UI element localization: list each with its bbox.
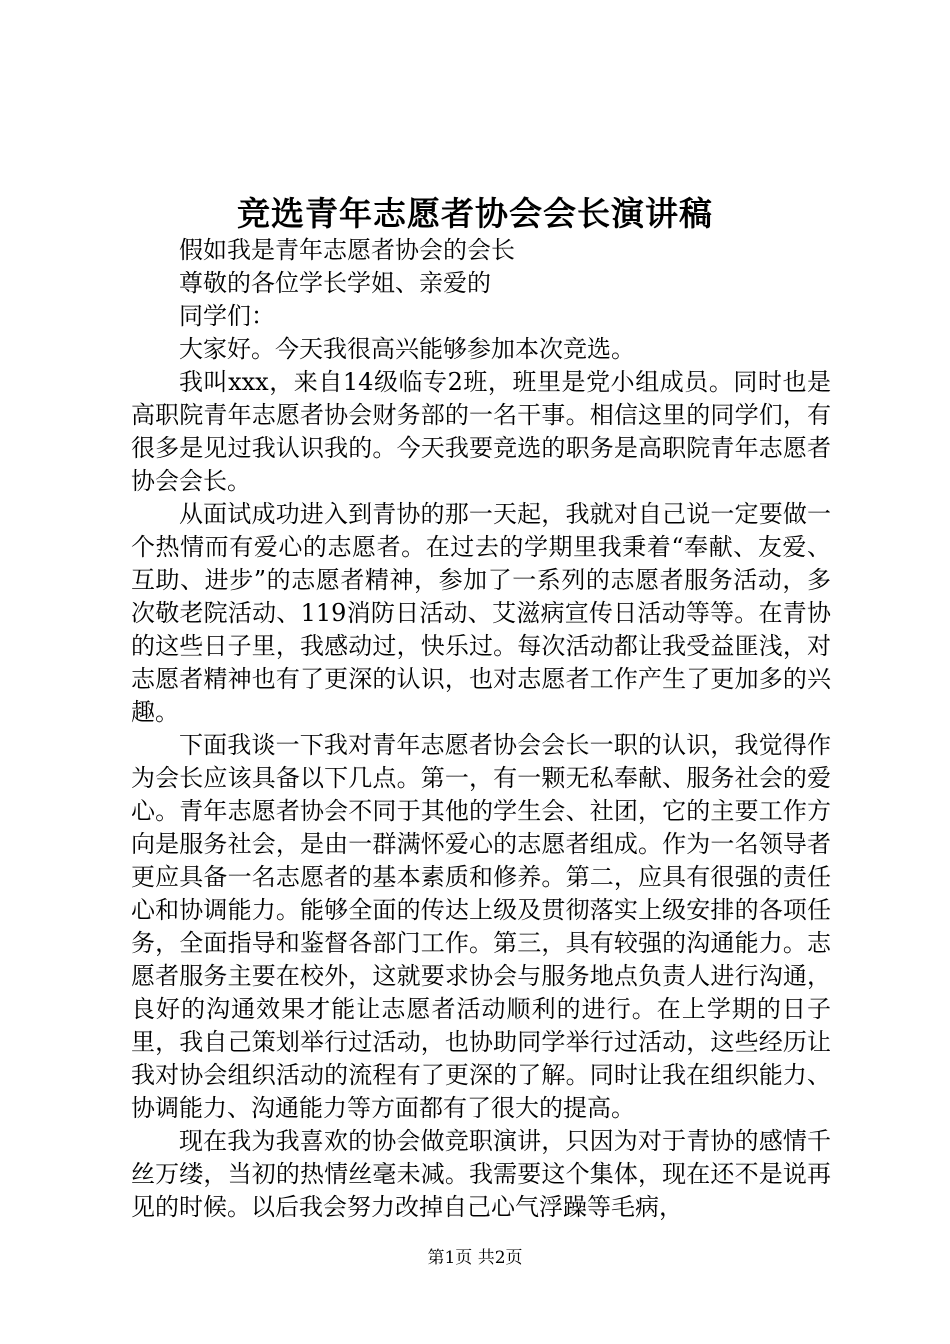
paragraph: 从面试成功进入到青协的那一天起，我就对自己说一定要做一个热情而有爱心的志愿者。在过去的学期里我秉着“奉献、友爱、互助、进步”的志愿者精神，参加了一系列的志愿者服务活动，多次敬老院活动、119消防日活动、艾滋病宣传日活动等等。在青协的这些日子里，我感动过，快乐过。每次活动都让我受益匪浅，对志愿者精神也有了更深的认识，也对志愿者工作产生了更加多的兴趣。 xyxy=(131,500,831,726)
page-number-footer: 第1页 共2页 xyxy=(427,1248,523,1268)
document-body xyxy=(131,234,831,1224)
paragraph: 我叫xxx，来自14级临专2班，班里是党小组成员。同时也是高职院青年志愿者协会财务部的一名干事。相信这里的同学们，有很多是见过我认识我的。今天我要竞选的职务是高职院青年志愿者协会会长。 xyxy=(131,368,831,495)
document-title: 竞选青年志愿者协会会长演讲稿 xyxy=(237,194,713,233)
paragraph: 同学们： xyxy=(179,302,275,330)
paragraph: 现在我为我喜欢的协会做竞职演讲，只因为对于青协的感情千丝万缕，当初的热情丝毫未减。我需要这个集体，现在还不是说再见的时候。以后我会努力改掉自己心气浮躁等毛病， xyxy=(131,1127,831,1221)
paragraph: 大家好。今天我很高兴能够参加本次竞选。 xyxy=(179,335,635,363)
paragraph: 下面我谈一下我对青年志愿者协会会长一职的认识，我觉得作为会长应该具备以下几点。第一，有一颗无私奉献、服务社会的爱心。青年志愿者协会不同于其他的学生会、社团，它的主要工作方向是服务社会，是由一群满怀爱心的志愿者组成。作为一名领导者更应具备一名志愿者的基本素质和修养。第二，应具有很强的责任心和协调能力。能够全面的传达上级及贯彻落实上级安排的各项任务，全面指导和鉴督各部门工作。第三，具有较强的沟通能力。志愿者服务主要在校外，这就要求协会与服务地点负责人进行沟通，良好的沟通效果才能让志愿者活动顺利的进行。在上学期的日子里，我自己策划举行过活动，也协助同学举行过活动，这些经历让我对协会组织活动的流程有了更深的了解。同时让我在组织能力、协调能力、沟通能力等方面都有了很大的提高。 xyxy=(131,731,831,1122)
paragraph: 尊敬的各位学长学姐、亲爱的 xyxy=(179,269,491,297)
paragraph: 假如我是青年志愿者协会的会长 xyxy=(179,236,515,264)
